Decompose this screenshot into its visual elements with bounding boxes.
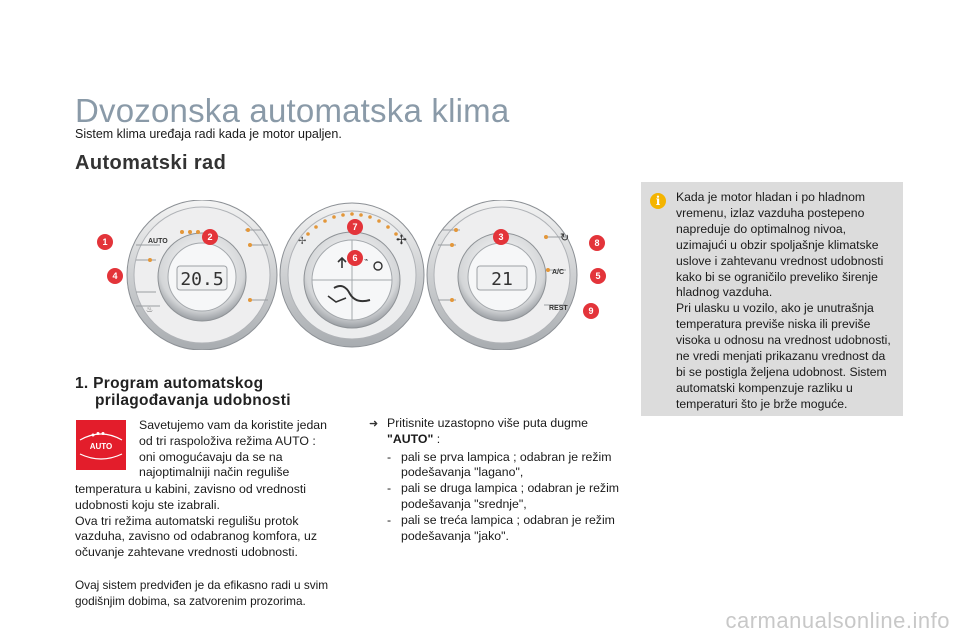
list-item: - pali se prva lampica ; odabran je režim podešavanja "lagano", xyxy=(387,450,629,482)
marker-5 xyxy=(590,268,606,284)
svg-text:5: 5 xyxy=(595,271,601,281)
auto-button-label: AUTO xyxy=(89,442,113,451)
mode-list xyxy=(369,450,629,545)
marker-6 xyxy=(347,250,363,266)
left-display: 20.5 xyxy=(180,269,224,290)
vent-icon: ⌁ xyxy=(364,256,369,264)
svg-text:1: 1 xyxy=(102,237,108,247)
watermark: carmanualsonline.info xyxy=(725,608,950,633)
auto-button-name: "AUTO" xyxy=(387,431,434,446)
left-temperature-dial xyxy=(127,200,277,350)
list-item: - pali se treća lampica ; odabran je režim podešavanja "jako". xyxy=(387,513,629,545)
right-temperature-dial xyxy=(427,200,577,350)
press-text: Pritisnite uzastopno više puta dugme xyxy=(387,416,588,430)
rear-defrost-icon: ♨ xyxy=(146,305,154,314)
section-title: Automatski rad xyxy=(75,152,227,174)
press-colon: : xyxy=(433,431,441,446)
auto-label: AUTO xyxy=(148,238,168,245)
ac-label: A/C xyxy=(552,269,565,276)
press-instruction xyxy=(369,416,629,448)
auto-button-illustration xyxy=(76,420,126,470)
instructions xyxy=(369,416,629,544)
marker-7 xyxy=(347,219,363,235)
svg-text:9: 9 xyxy=(588,306,594,316)
right-display: 21 xyxy=(491,269,513,290)
svg-text:7: 7 xyxy=(352,222,358,232)
marker-2 xyxy=(202,229,218,245)
list-item: - pali se druga lampica ; odabran je režim podešavanja "srednje", xyxy=(387,481,629,513)
recirculation-icon: ↻ xyxy=(560,231,570,244)
marker-8 xyxy=(589,235,605,251)
info-text: Kada je motor hladan i po hladnom vremenu, izlaz vazduha postepeno napreduje do optimalnog nivoa, uzimajući u obzir spoljašnje klimatske uslove i zahtevanu vrednost udobnosti kako bi se ograničilo preveliko širenje hladnog vazduha. Pri ulasku u vozilo, ako je unutrašnja temperatura previše niska ili previše visoka u odnosu na vrednost udobnosti, ne vredi menjati prikazanu vrednost da bi se postigla željena udobnost. Sistem automatski kompenzuje razliku u temperaturi što je brže moguće. xyxy=(676,190,891,411)
page-subtitle: Sistem klima uređaja radi kada je motor upaljen. xyxy=(75,127,342,141)
svg-text:3: 3 xyxy=(498,232,504,242)
info-icon: i xyxy=(650,193,666,209)
program-heading xyxy=(75,375,291,409)
marker-9 xyxy=(583,303,599,319)
rest-label: REST xyxy=(549,305,568,312)
svg-text:8: 8 xyxy=(594,238,600,248)
svg-text:2: 2 xyxy=(207,232,213,242)
svg-text:4: 4 xyxy=(112,271,118,281)
fan-low-icon: ✢ xyxy=(298,236,307,247)
marker-1 xyxy=(97,234,113,250)
program-paragraph-1: Savetujemo vam da koristite jedan od tri raspoloživa režima AUTO : oni omogućavaju da se na najoptimalniji način reguliše xyxy=(139,418,327,480)
svg-text:6: 6 xyxy=(352,253,358,263)
program-paragraph-2: temperatura u kabini, zavisno od vrednosti udobnosti koju ste izabrali. Ova tri režima automatski regulišu protok vazduha, zavisno od odabranog komfora, uz očuvanje zahtevane vrednosti udobnosti. xyxy=(75,482,317,560)
climate-control-panel xyxy=(90,200,620,350)
marker-3 xyxy=(493,229,509,245)
program-heading-line1: 1. Program automatskog xyxy=(75,375,264,392)
fan-high-icon: ✢ xyxy=(396,233,407,248)
program-paragraph-3: Ovaj sistem predviđen je da efikasno radi u svim godišnjim dobima, sa zatvorenim prozorima. xyxy=(75,578,329,608)
program-heading-line2: prilagođavanja udobnosti xyxy=(95,392,291,409)
arrow-bullet-icon: ➜ xyxy=(369,418,379,430)
page-title: Dvozonska automatska klima xyxy=(75,92,510,129)
marker-4 xyxy=(107,268,123,284)
